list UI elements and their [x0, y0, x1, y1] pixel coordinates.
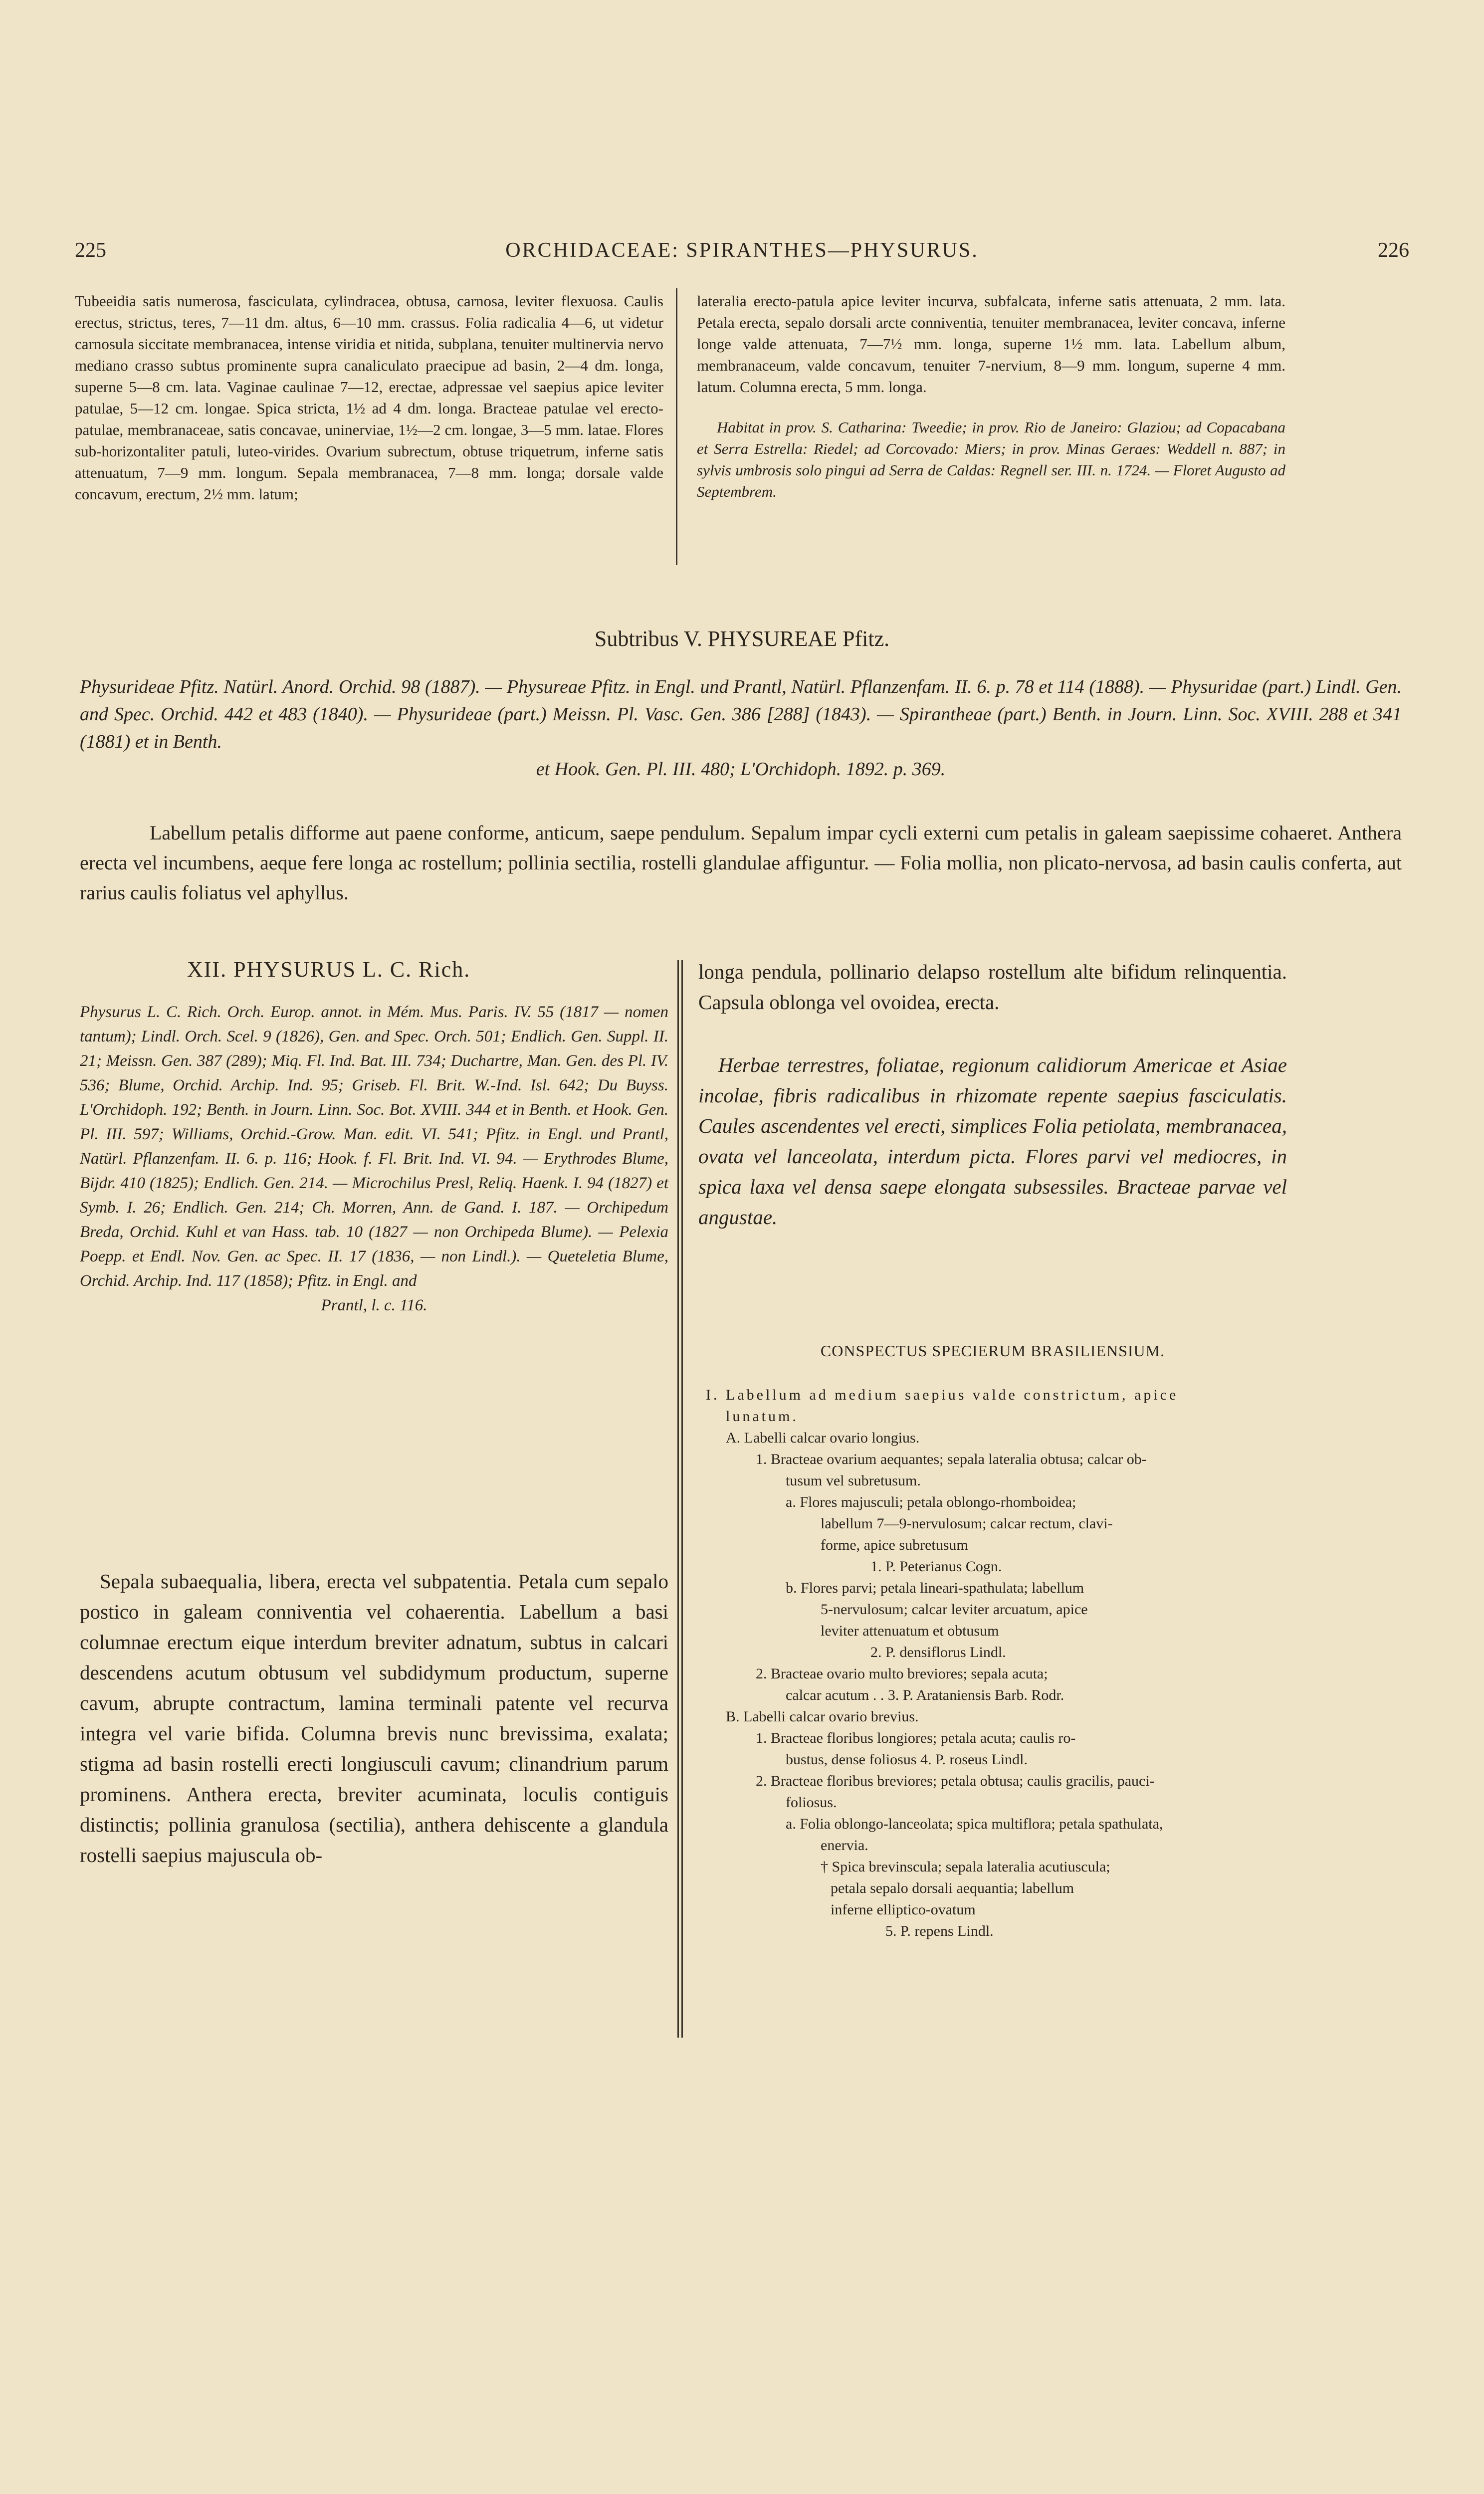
- key-line: 5-nervulosum; calcar leviter arcuatum, apice: [821, 1601, 1088, 1618]
- key-line: A. Labelli calcar ovario longius.: [726, 1430, 920, 1446]
- key-line: 1. Bracteae ovarium aequantes; sepala lateralia obtusa; calcar ob-: [756, 1451, 1147, 1467]
- genus-heading: XII. PHYSURUS L. C. Rich.: [187, 957, 471, 982]
- key-line: I. Labellum ad medium saepius valde constrictum, apice: [706, 1387, 1179, 1403]
- species-description-text: Tubeeidia satis numerosa, fasciculata, cylindracea, obtusa, carnosa, leviter flexuosa. Caulis erectus, strictus, teres, 7—11 dm. altus, 6—10 mm. crassus. Folia radicalia 4—6, ut videtur carnosula siccitate membranacea, intense viridia et nitida, subplana, tenuiter multinervia nervo mediano crasso subtus prominente supra canaliculato praecipue ad basin, 2—4 dm. longa, superne 5—8 cm. lata. Vaginae caulinae 7—12, erectae, adpressae vel saepius apice leviter patulae, 5—12 cm. longae. Spica stricta, 1½ ad 4 dm. longa. Bracteae patulae vel erecto-patulae, membranaceae, satis concavae, uninerviae, 1½—2 cm. longae, 3—5 mm. latae. Flores sub-horizontaliter patuli, luteo-virides. Ovarium subrectum, obtuse triquetrum, inferne satis attenuatum, 7—9 mm. longum. Sepala membranacea, 7—8 mm. longa; dorsale valde concavum, erectum, 2½ mm. latum;: [75, 292, 663, 503]
- running-title: ORCHIDACEAE: SPIRANTHES—PHYSURUS.: [505, 239, 979, 262]
- key-line: foliosus.: [786, 1794, 837, 1811]
- genus-synonymy-last: Prantl, l. c. 116.: [321, 1296, 427, 1314]
- genus-synonymy: [80, 1000, 668, 1318]
- column-divider-top: [676, 288, 677, 565]
- conspectus-heading: CONSPECTUS SPECIERUM BRASILIENSIUM.: [820, 1342, 1165, 1360]
- subtribus-heading: Subtribus V. PHYSUREAE Pfitz.: [594, 626, 890, 651]
- page-header: [75, 238, 1409, 268]
- key-line: lunatum.: [726, 1408, 799, 1425]
- page-number-right: 226: [1378, 239, 1409, 262]
- column-divider-bottom-double: [681, 960, 683, 2038]
- species-description-left: [75, 290, 663, 505]
- key-line: bustus, dense foliosus 4. P. roseus Lindl.: [786, 1751, 1028, 1768]
- key-line: 2. Bracteae ovario multo breviores; sepala acuta;: [756, 1665, 1048, 1682]
- key-line: a. Folia oblongo-lanceolata; spica multiflora; petala spathulata,: [786, 1816, 1163, 1832]
- synonymy-text: Physurideae Pfitz. Natürl. Anord. Orchid. 98 (1887). — Physureae Pfitz. in Engl. und Prantl, Natürl. Pflanzenfam. II. 6. p. 78 et 114 (1888). — Physuridae (part.) Lindl. Gen. and Spec. Orchid. 442 et 483 (1840). — Physurideae (part.) Meissn. Pl. Vasc. Gen. 386 [288] (1843). — Spirantheae (part.) Benth. in Journ. Linn. Soc. XVIII. 288 et 341 (1881) et in Benth.: [80, 676, 1402, 752]
- subtribus-synonymy: [80, 673, 1402, 783]
- key-line: forme, apice subretusum: [821, 1537, 968, 1553]
- genus-description-right: longa pendula, pollinario delapso rostellum alte bifidum relinquentia. Capsula oblonga vel ovoidea, erecta.: [698, 960, 1287, 1014]
- key-line: calcar acutum . . 3. P. Arataniensis Barb. Rodr.: [786, 1687, 1064, 1703]
- key-line: b. Flores parvi; petala lineari-spathulata; labellum: [786, 1580, 1084, 1596]
- key-line: 5. P. repens Lindl.: [885, 1923, 994, 1939]
- key-line: 2. P. densiflorus Lindl.: [870, 1644, 1006, 1661]
- key-line: B. Labelli calcar ovario brevius.: [726, 1708, 919, 1725]
- synonymy-text-last: et Hook. Gen. Pl. III. 480; L'Orchidoph. 1892. p. 369.: [536, 759, 946, 780]
- key-line: tusum vel subretusum.: [786, 1472, 921, 1489]
- subtribus-description: Labellum petalis difforme aut paene conforme, anticum, saepe pendulum. Sepalum impar cycli externi cum petalis in galeam saepissime cohaeret. Anthera erecta vel incumbens, aeque fere longa ac rostellum; pollinia sectilia, rostelli glandulae affiguntur. — Folia mollia, non plicato-nervosa, ad basin caulis conferta, aut rarius caulis foliatus vel aphyllus.: [80, 822, 1402, 904]
- key-line: 1. Bracteae floribus longiores; petala acuta; caulis ro-: [756, 1730, 1076, 1746]
- column-divider-bottom: [677, 960, 679, 2038]
- key-line: labellum 7—9-nervulosum; calcar rectum, clavi-: [821, 1515, 1113, 1532]
- genus-synonymy-text: Physurus L. C. Rich. Orch. Europ. annot. in Mém. Mus. Paris. IV. 55 (1817 — nomen tantum); Lindl. Orch. Scel. 9 (1826), Gen. and Spec. Orch. 501; Endlich. Gen. Suppl. II. 21; Meissn. Gen. 387 (289); Miq. Fl. Ind. Bat. III. 734; Duchartre, Man. Gen. des Pl. IV. 536; Blume, Orchid. Archip. Ind. 95; Griseb. Fl. Brit. W.-Ind. Isl. 642; Du Buyss. L'Orchidoph. 192; Benth. in Journ. Linn. Soc. Bot. XVIII. 344 et in Benth. et Hook. Gen. Pl. III. 597; Williams, Orchid.-Grow. Man. edit. VI. 541; Pfitz. in Engl. und Prantl, Natürl. Pflanzenfam. II. 6. p. 116; Hook. f. Fl. Brit. Ind. VI. 94. — Erythrodes Blume, Bijdr. 410 (1825); Endlich. Gen. 214. — Microchilus Presl, Reliq. Haenk. I. 94 (1827) et Symb. I. 26; Endlich. Gen. 214; Ch. Morren, Ann. de Gand. I. 187. — Orchipedum Breda, Orchid. Kuhl et van Hass. tab. 10 (1827 — non Orchipeda Blume). — Pelexia Poepp. et Endl. Nov. Gen. ac Spec. II. 17 (1836, — non Lindl.). — Queteletia Blume, Orchid. Archip. Ind. 117 (1858); Pfitz. in Engl. and: [80, 1003, 668, 1290]
- habitat-text: Habitat in prov. S. Catharina: Tweedie; in prov. Rio de Janeiro: Glaziou; ad Copacabana et Serra Estrella: Riedel; ad Corcovado: Miers; in prov. Minas Geraes: Weddell n. 887; in sylvis umbrosis solo pingui ad Serra de Caldas: Regnell ser. III. n. 1724. — Floret Augusto ad Septembrem.: [697, 418, 1285, 500]
- species-key: [706, 1384, 1274, 1942]
- key-line: † Spica brevinscula; sepala lateralia acutiuscula;: [821, 1859, 1110, 1875]
- key-line: leviter attenuatum et obtusum: [821, 1623, 999, 1639]
- genus-description-left: Sepala subaequalia, libera, erecta vel subpatentia. Petala cum sepalo postico in galeam conniventia vel cohaerentia. Labellum a basi columnae erectum eique interdum breviter adnatum, subtus in calcari descendens acutum obtusum vel subdidymum productum, superne cavum, abrupte contractum, lamina terminali patente vel recurva integra vel varie bifida. Columna brevis nunc brevissima, exalata; stigma ad basin rostelli erecti longiusculi cavum; clinandrium parum prominens. Anthera erecta, breviter acuminata, loculis contiguis distinctis; pollinia granulosa (sectilia), anthera dehiscente a glandula rostelli saepius majuscula ob-: [80, 1570, 668, 1867]
- key-line: inferne elliptico-ovatum: [831, 1901, 976, 1918]
- species-description-continued: lateralia erecto-patula apice leviter incurva, subfalcata, inferne satis attenuata, 2 mm. lata. Petala erecta, sepalo dorsali arcte conniventia, tenuiter membranacea, leviter concava, inferne longe valde attenuata, 7—7½ mm. longa, superne 1½ mm. lata. Labellum album, membranaceum, valde concavum, tenuiter 7-nervium, 8—9 mm. longum, superne 4 mm. latum. Columna erecta, 5 mm. longa.: [697, 292, 1285, 396]
- page-number-left: 225: [75, 239, 106, 262]
- species-description-right: [697, 290, 1285, 502]
- key-line: a. Flores majusculi; petala oblongo-rhomboidea;: [786, 1494, 1076, 1510]
- key-line: petala sepalo dorsali aequantia; labellum: [831, 1880, 1074, 1896]
- key-line: enervia.: [821, 1837, 868, 1854]
- key-line: 1. P. Peterianus Cogn.: [870, 1558, 1002, 1575]
- key-line: 2. Bracteae floribus breviores; petala obtusa; caulis gracilis, pauci-: [756, 1773, 1155, 1789]
- habit-description: Herbae terrestres, foliatae, regionum calidiorum Americae et Asiae incolae, fibris radicalibus in rhizomate repente saepius fasciculatis. Caules ascendentes vel erecti, simplices Folia petiolata, membranacea, ovata vel lanceolata, interdum picta. Flores parvi vel mediocres, in spica laxa vel densa saepe elongata subsessiles. Bracteae parvae vel angustae.: [698, 1053, 1287, 1229]
